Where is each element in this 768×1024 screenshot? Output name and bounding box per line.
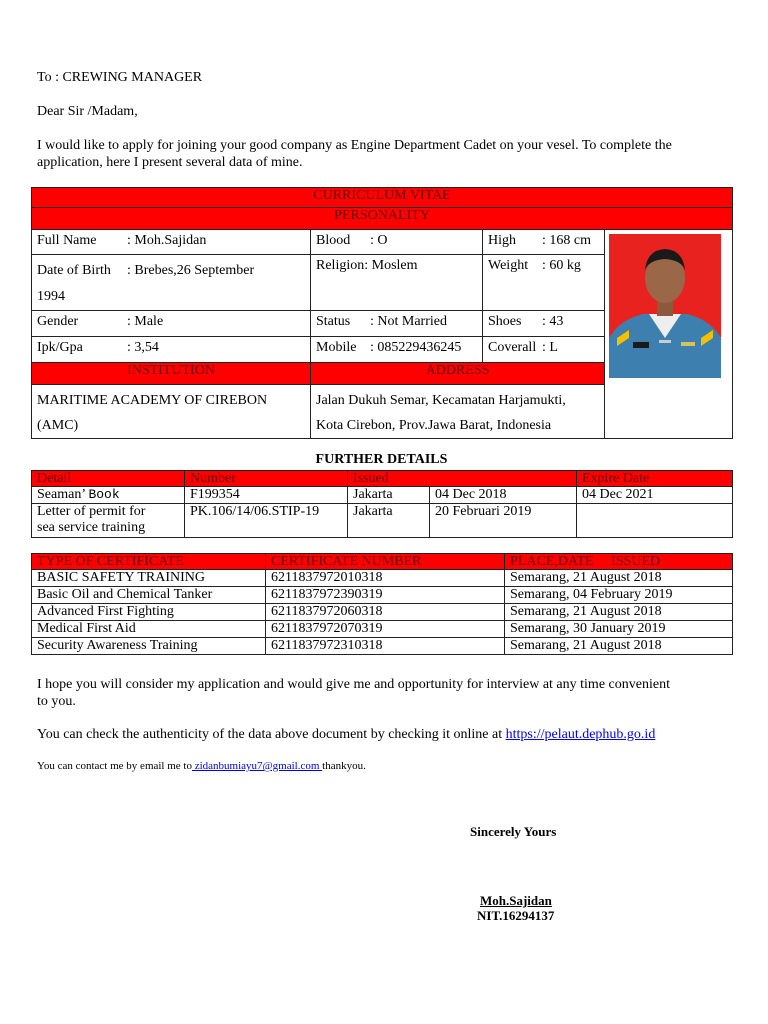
address-cell [311,385,605,439]
intro-line-2: application, here I present several data of mine. [37,155,303,170]
religion-value: : Moslem [364,258,418,273]
cert-place-cell: Semarang, 30 January 2019 [505,621,733,638]
shoes-cell [483,311,605,337]
check-text: You can check the authenticity of the data above document by checking it online at [37,727,506,742]
place-cell: Jakarta [348,504,430,538]
header-cert-type: TYPE OF CERTIFICATE [32,554,266,570]
header-number: Number [185,471,348,487]
cert-number-cell: 6211837972070319 [266,621,505,638]
status-cell [311,311,483,337]
personality-header: PERSONALITY [32,208,733,230]
header-expire: Expire Date [577,471,733,487]
cert-type-cell: BASIC SAFETY TRAINING [32,570,266,587]
table-row [32,604,733,621]
date-cell: 20 Februari 2019 [430,504,577,538]
weight-value: : 60 kg [542,258,581,273]
further-details-table [31,470,733,538]
cert-number-cell: 6211837972010318 [266,570,505,587]
coverall-cell [483,337,605,363]
header-issued: Issued [348,471,577,487]
photo-cell [605,230,733,439]
greeting: Dear Sir /Madam, [37,104,138,119]
sincerely-text: Sincerely Yours [470,824,557,839]
dob-cell [32,255,311,311]
detail-cell [32,504,185,538]
signature-nit: NIT.16294137 [477,908,555,923]
cert-number-cell: 6211837972060318 [266,604,505,621]
blood-cell [311,230,483,255]
institution-line-1: MARITIME ACADEMY OF CIREBON [37,393,268,408]
fullname-label: Full Name [37,233,97,248]
fullname-cell [32,230,311,255]
table-row [32,638,733,655]
shoes-label: Shoes [488,314,522,329]
recipient-line: To : CREWING MANAGER [37,70,203,85]
gender-cell [32,311,311,337]
contact-sentence [37,760,366,772]
header-cert-place: PLACE,DATE ISSUED [505,554,733,570]
signature-name: Moh.Sajidan [480,893,552,908]
institution-header: INSTITUTION [32,363,311,385]
high-value: : 168 cm [542,233,591,248]
high-cell [483,230,605,255]
coverall-value: : L [542,340,558,355]
table-row [32,587,733,604]
status-value: : Not Married [370,314,447,329]
detail-text-mono: Book [88,487,120,502]
cv-table [31,187,733,439]
table-row [32,487,733,504]
institution-cell [32,385,311,439]
mobile-cell [311,337,483,363]
weight-cell [483,255,605,311]
further-details-title: FURTHER DETAILS [315,452,448,467]
institution-line-2: (AMC) [37,418,79,433]
detail-text: Seaman’ [37,487,85,502]
cert-number-cell: 6211837972390319 [266,587,505,604]
number-cell: F199354 [185,487,348,504]
expire-cell: 04 Dec 2021 [577,487,733,504]
contact-prefix: You can contact me by email me to [37,760,192,772]
gender-value: : Male [127,314,164,329]
applicant-photo [609,234,721,378]
table-row [32,570,733,587]
intro-line-1: I would like to apply for joining your good company as Engine Department Cadet on your vesel. To complete the [37,138,672,153]
certificates-table [31,553,733,655]
address-header: ADDRESS [311,363,605,385]
cv-title: CURRICULUM VITAE [32,188,733,208]
mobile-label: Mobile [316,340,357,355]
blood-label: Blood [316,233,351,248]
high-label: High [488,233,516,248]
dob-value: : Brebes,26 September [127,263,255,278]
cert-type-cell: Medical First Aid [32,621,266,638]
cert-place-cell: Semarang, 21 August 2018 [505,570,733,587]
cert-type-cell: Security Awareness Training [32,638,266,655]
cert-type-cell: Basic Oil and Chemical Tanker [32,587,266,604]
place-cell: Jakarta [348,487,430,504]
expire-cell [577,504,733,538]
weight-label: Weight [488,258,529,273]
detail-text: Letter of permit for [37,504,146,519]
number-cell: PK.106/14/06.STIP-19 [185,504,348,538]
cert-place-cell: Semarang, 21 August 2018 [505,638,733,655]
detail-cell [32,487,185,504]
cert-place-cell: Semarang, 04 February 2019 [505,587,733,604]
cert-number-cell: 6211837972310318 [266,638,505,655]
blood-value: : O [370,233,388,248]
hope-line-1: I hope you will consider my application and would give me and opportunity for interview at any time convenient [37,677,670,692]
mobile-value: : 085229436245 [370,340,462,355]
coverall-label: Coverall [488,340,537,355]
ipk-label: Ipk/Gpa [37,340,83,355]
shoes-value: : 43 [542,314,564,329]
contact-suffix: thankyou. [322,760,366,772]
check-sentence [37,726,655,743]
cert-type-cell: Advanced First Fighting [32,604,266,621]
religion-cell [311,255,483,311]
dob-year: 1994 [37,289,65,304]
header-detail: Detail [32,471,185,487]
dob-label: Date of Birth [37,263,111,278]
email-link[interactable]: zidanbumiayu7@gmail.com [191,760,323,772]
ipk-value: : 3,54 [127,340,159,355]
ipk-cell [32,337,311,363]
date-cell: 04 Dec 2018 [430,487,577,504]
status-label: Status [316,314,351,329]
fullname-value: : Moh.Sajidan [127,233,207,248]
detail-text-2: sea service training [37,520,146,535]
address-line-1: Jalan Dukuh Semar, Kecamatan Harjamukti, [316,393,566,408]
gender-label: Gender [37,314,79,329]
header-cert-number: CERTIFICATE NUMBER [266,554,505,570]
verification-link[interactable]: https://pelaut.dephub.go.id [505,727,656,742]
table-row [32,621,733,638]
hope-line-2: to you. [37,694,76,709]
cert-place-cell: Semarang, 21 August 2018 [505,604,733,621]
address-line-2: Kota Cirebon, Prov.Jawa Barat, Indonesia [316,418,552,433]
table-row [32,504,733,538]
religion-label: Religion [316,258,365,273]
